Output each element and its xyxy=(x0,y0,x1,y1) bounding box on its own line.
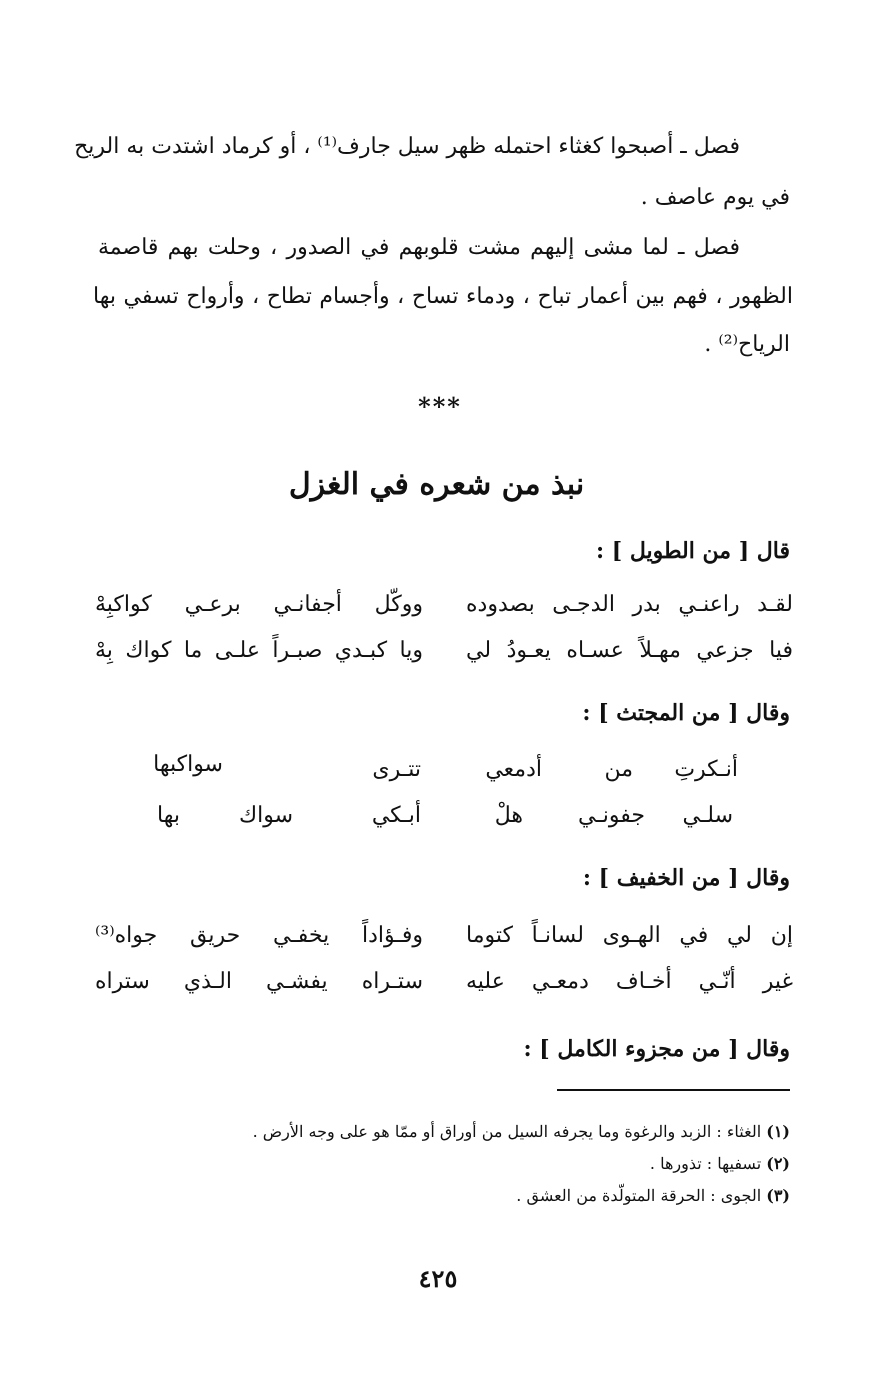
footnote-text: الغثاء : الزبد والرغوة وما يجرفه السيل من أوراق أو ممّا هو على وجه الأرض . xyxy=(252,1122,762,1141)
verse-word: من xyxy=(604,757,633,782)
footnote xyxy=(253,1121,790,1143)
prose-line: في يوم عاصف . xyxy=(640,185,790,210)
verse-word: بها xyxy=(157,803,180,828)
page-number: ٤٢٥ xyxy=(418,1264,458,1293)
footnote-number: (٣) xyxy=(766,1186,790,1205)
verse-hemistich-right: غير أنّـي أخـاف دمعـي عليه xyxy=(466,969,793,994)
verse-hemistich-right: إن لي في الهـوى لسانـاً كتوما xyxy=(466,923,793,948)
poem-meter-label: وقال [ من الخفيف ] : xyxy=(582,865,790,891)
verse-word: جفونـي xyxy=(578,803,645,828)
verse-word: أنـكرتِ xyxy=(674,757,738,782)
verse-hemistich-left: ستـراه يفشـي الـذي ستراه xyxy=(95,969,423,994)
verse-hemistich-left: وفـؤاداً يخفـي حريق جواه⁽³⁾ xyxy=(95,923,423,948)
verse-hemistich-right: فيا جزعي مهـلاً عسـاه يعـودُ لي xyxy=(466,638,793,663)
verse-word: سواكبها xyxy=(153,752,223,777)
prose-line: فصل ـ لما مشى إليهم مشت قلوبهم في الصدور ، وحلت بهم قاصمة xyxy=(98,235,740,260)
verse-hemistich-right: لقـد راعنـي بدر الدجـى بصدوده xyxy=(466,592,793,617)
verse-word: هلْ xyxy=(494,803,523,828)
footnote-text: تسفيها : تذورها . xyxy=(649,1154,762,1173)
verse-word: سلـي xyxy=(682,803,733,828)
poem-meter-label: قال [ من الطويل ] : xyxy=(596,538,790,564)
footnote xyxy=(516,1185,790,1207)
verse-word: أدمعي xyxy=(485,757,542,782)
verse-word: سواك xyxy=(238,803,293,828)
footnote-rule xyxy=(557,1089,790,1091)
poem-meter-label: وقال [ من المجتث ] : xyxy=(582,700,790,726)
poem-meter-label: وقال [ من مجزوء الكامل ] : xyxy=(523,1036,790,1062)
verse-hemistich-left: ووكّل أجفانـي برعـي كواكبِهْ xyxy=(95,592,423,617)
footnote-text: الجوى : الحرقة المتولّدة من العشق . xyxy=(516,1186,762,1205)
footnote-number: (١) xyxy=(766,1122,790,1141)
section-title: نبذ من شعره في الغزل xyxy=(288,467,585,502)
verse-word: أبـكي xyxy=(371,803,421,828)
verse-hemistich-left: ويا كبـدي صبـراً علـى ما كواك بِهْ xyxy=(95,638,423,663)
prose-line: الرياح⁽²⁾ . xyxy=(704,332,790,357)
verse-word: تتـرى xyxy=(372,757,421,782)
footnote-number: (٢) xyxy=(766,1154,790,1173)
prose-line: فصل ـ أصبحوا كغثاء احتمله ظهر سيل جارف⁽¹⁾ ، أو كرماد اشتدت به الريح xyxy=(74,134,740,159)
footnote xyxy=(650,1153,790,1175)
prose-line: الظهور ، فهم بين أعمار تباح ، ودماء تساح ، وأجسام تطاح ، وأرواح تسفي بها xyxy=(93,284,793,309)
section-separator: *** xyxy=(418,392,462,421)
